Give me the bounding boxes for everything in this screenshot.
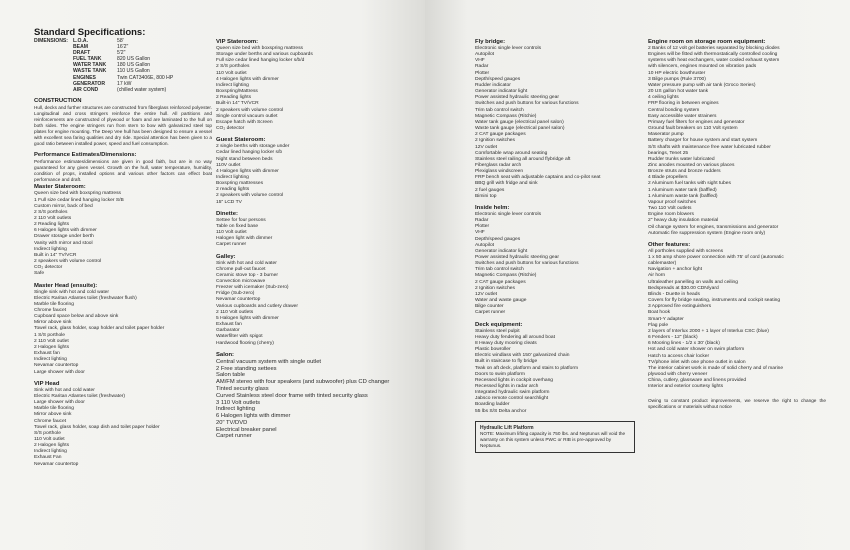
- spec-item: Hatch to access chair locker: [648, 353, 710, 359]
- spec-item: Exhaust fan: [34, 351, 60, 357]
- spec-item: Boat hook: [648, 310, 671, 316]
- section-title-salon: Salon:: [216, 351, 234, 358]
- spec-item: Central vacuum system with single outlet: [216, 358, 322, 365]
- dimensions-table: [73, 38, 212, 93]
- spec-item: systems with heat exchangers, water cooled exhaust system: [648, 58, 780, 64]
- section-title-master-stateroom: Master Stateroom:: [34, 184, 86, 191]
- spec-item: 110 Volt outlet: [216, 70, 247, 76]
- hydraulic-lift-note: NOTE: Maximum lifting capacity is 750 lbs. and Neptunus will void the warranty on this system unless PWC or RIB is pre-approved by Neptunus.: [480, 430, 626, 448]
- section-title-galley: Galley:: [216, 253, 236, 260]
- spec-item: Zinc anodes mounted on various places: [648, 162, 735, 168]
- spec-item: Central bonding system: [648, 107, 700, 113]
- spec-item: Boxspring mattresses: [216, 181, 264, 187]
- spec-item: 3 Approved fire extinguishers: [648, 304, 712, 310]
- section-title-other-features: Other features:: [648, 241, 691, 248]
- spec-item: with silencers, engines mounted on vibration pads: [648, 64, 757, 70]
- spec-item: Radar: [475, 64, 489, 70]
- spec-item: Switches and push buttons for various functions: [475, 101, 579, 107]
- spec-item: S/S porthole: [34, 430, 61, 436]
- spec-item: Indirect lighting: [216, 174, 249, 180]
- dimensions-block: [34, 38, 212, 93]
- spec-item: 20" TV/DVD: [216, 419, 248, 426]
- spec-item: 2 110 Volt outlets: [34, 215, 72, 221]
- spec-item: Two 110 Volt outlets: [648, 206, 692, 212]
- dimension-value: 820 US Gallon: [117, 56, 151, 63]
- spec-item: 110 Volt outlet: [34, 436, 65, 442]
- spec-item: Maserator pump: [648, 132, 684, 138]
- spec-item: 2 Aluminum fuel tanks with sight tubes: [648, 181, 731, 187]
- spec-item: 3 110 Volt outlets: [216, 399, 261, 406]
- spec-item: 2 Halogen lights: [34, 443, 70, 449]
- spec-item: Full size cedar lined hanging locker s/b/d: [216, 58, 305, 64]
- spec-item: Carpet runner: [216, 242, 247, 248]
- spec-item: Hot and cold water shower on swim platform: [648, 347, 745, 353]
- spec-item: 2 110 Volt outlets: [216, 309, 254, 315]
- spec-item: Salon table: [216, 372, 246, 379]
- dimension-value: Twin CAT3406E, 800 HP: [117, 74, 174, 81]
- spec-item: Sink with hot and cold water: [216, 260, 277, 266]
- spec-item: Garbarator: [216, 328, 240, 334]
- spec-item: 12V outlet: [475, 291, 498, 297]
- spec-item: Engine room blowers: [648, 212, 694, 218]
- spec-item: Boarding ladder: [475, 402, 510, 408]
- spec-title: Standard Specifications:: [34, 27, 146, 38]
- spec-item: Single control vacuum outlet: [216, 113, 278, 119]
- spec-item: 6 Mooring lines - 1/2 x 30' (black): [648, 341, 720, 347]
- spec-item: Jabsco remote control searchlight: [475, 396, 549, 402]
- spec-item: 2 Free standing settees: [216, 365, 277, 372]
- spec-item: 1 Aluminum waste tank (baffled): [648, 193, 718, 199]
- spec-item: Mirror above sink: [34, 320, 72, 326]
- spec-item: 5 Halogen lights with dimmer: [216, 315, 279, 321]
- dimension-value: 110 US Gallon: [117, 68, 150, 75]
- spec-item: Nevamar countertop: [34, 461, 79, 467]
- spec-item: Exhaust Fan: [34, 455, 62, 461]
- spec-item: 1 x 50 amp shore power connection with 75' of cord (automatic: [648, 255, 784, 260]
- spec-item: Heavy duty fendering all around boat: [475, 334, 555, 340]
- spec-item: 12V outlet: [475, 144, 498, 150]
- spec-item: Electric windlass with 150' galvanized chain: [475, 353, 570, 359]
- spec-item: 6 Halogen lights with dimmer: [34, 228, 97, 234]
- right-page: [425, 0, 850, 550]
- spec-item: 4 Halogen lights with dimmer: [216, 168, 279, 174]
- dimension-key: BEAM: [73, 44, 88, 51]
- spec-item: Comfortable wrap around seating: [475, 150, 548, 156]
- spec-item: Table on fixed base: [216, 223, 259, 229]
- spec-item: TV/phone inlet with one phone outlet in salon: [648, 359, 746, 365]
- spec-item: 10 HP electric bowthruster: [648, 70, 706, 76]
- spec-item: Chrome faucet: [34, 418, 67, 424]
- spec-item: Electric Raritan Atlantes toilet (freshwater flush): [34, 295, 137, 301]
- spec-column-1: [34, 27, 212, 468]
- spec-item: Escape hatch with Screen: [216, 119, 273, 125]
- spec-item: 6 Halogen lights with dimmer: [216, 413, 291, 420]
- dimension-key: DRAFT: [73, 50, 91, 57]
- spec-item: Radar: [475, 218, 489, 224]
- performance-title: Performance Estimates/Dimensions:: [34, 152, 137, 159]
- spec-item: Drawer storage under berth: [34, 234, 94, 240]
- spec-item: Magnetic Compass (Ritchie): [475, 273, 537, 279]
- spec-item: CO₂ detector: [216, 126, 245, 132]
- spec-item: VHF: [475, 230, 485, 236]
- spec-item: Nevamar countertop: [216, 297, 261, 303]
- spec-item: Doors to swim platform: [475, 371, 526, 377]
- spec-item: Chrome pull-out faucet: [216, 266, 266, 272]
- spec-item: Water and waste gauge: [475, 298, 527, 304]
- spec-item: All portholes supplied with screens: [648, 248, 724, 254]
- spec-item: Trim tab control switch: [475, 267, 524, 273]
- spec-item: 2 Halogen lights: [34, 344, 70, 350]
- spec-item: Indirect lighting: [34, 449, 67, 455]
- col1-sections: [34, 183, 212, 467]
- spec-item: Plotter: [475, 224, 490, 230]
- spec-item: Primary fuel filters for engines and generator: [648, 119, 745, 125]
- spec-item: cablemaster): [648, 261, 677, 267]
- spec-item: Covers for fly bridge seating, instruments and cockpit seating: [648, 298, 781, 304]
- spec-item: Bimini top: [475, 193, 497, 199]
- spec-item: Recessed lights in cockpit overhang: [475, 377, 554, 383]
- spec-item: 4 Blade propellers: [648, 175, 688, 181]
- spec-item: Large shower with door: [34, 369, 85, 375]
- hydraulic-lift-box: [475, 421, 635, 453]
- hydraulic-lift-title: Hydraulic Lift Platform: [480, 424, 534, 431]
- spec-item: 4 Halogen lights with dimmer: [216, 76, 279, 82]
- spec-item: 6 Fenders - 12" (black): [648, 335, 698, 341]
- construction-text: Hull, decks and further structures are constructed from fiberglass reinforced polyester. Longitudinal and cross stringers reinforce the entire hull. All partitions and reinforcements are constructed of plywood or foam and are laminated to the hull on both sides. The engine stringers run from stern to bow with galvanized steel top plates for engine mounting. The Deep Vee hull has been designed to ensure a vessel with excellent sea faring qualities and dry ride. Special attention has been given to a good ratio between installed power, speed and fuel consumption.: [34, 104, 212, 147]
- spec-item: Electric Raritan Atlantes toilet (freshwater): [34, 393, 126, 399]
- dimension-key: AIR COND: [73, 86, 99, 93]
- spec-item: Various cupboards and cutlery drawer: [216, 303, 299, 309]
- construction-title: CONSTRUCTION: [34, 97, 82, 104]
- spec-item: Navigation + anchor light: [648, 267, 702, 273]
- spec-item: Automatic fire suppression system (Engine room only): [648, 230, 766, 236]
- spec-item: Indirect lighting: [34, 357, 67, 363]
- spec-item: Water pressure pump with air tank (Groco Series): [648, 82, 756, 88]
- spec-item: Built in staircase to fly bridge: [475, 359, 538, 365]
- dimension-value: 16'2": [117, 44, 129, 51]
- spec-item: 4 ceiling lights: [648, 95, 679, 101]
- spec-item: 2 Reading lights: [34, 222, 70, 228]
- dimension-value: (chilled water system): [117, 86, 167, 93]
- spec-item: 2 CAT gauge packages: [475, 132, 526, 138]
- dimension-value: 180 US Gallon: [117, 62, 151, 69]
- spec-column-2: [216, 38, 416, 440]
- section-title-vip-stateroom: VIP Stateroom:: [216, 39, 259, 45]
- spec-item: 55 lbs S/S Delta anchor: [475, 408, 527, 414]
- spec-item: Water tank gauge (electrical panel salon): [475, 119, 564, 125]
- spec-item: Stainless steel railing all around flybridge aft: [475, 156, 571, 162]
- spec-item: 1 S/S porthole: [34, 332, 65, 338]
- section-title-engine-room-on-storage-room-equipment: Engine room on storage room equipment:: [648, 39, 766, 45]
- spec-item: Tinted security glass: [216, 385, 269, 392]
- spec-item: The interior cabinet work is made of solid cherry and of marine: [648, 365, 784, 371]
- section-title-master-head-ensuite: Master Head (ensuite):: [34, 282, 98, 289]
- spec-item: Oil change system for engines, transmissions and generator: [648, 224, 779, 230]
- spec-item: Waterfilter with spigot: [216, 334, 263, 340]
- performance-text: Performance estimates/dimensions are given in good faith, but are in no way guaranteed for any given vessel. Growth on the hull, water temperature, humidity, condition of props, installed options and various other factors can effect boat performance and draft.: [34, 159, 212, 183]
- spec-item: Waste tank gauge (electrical panel salon): [475, 126, 565, 132]
- section-title-vip-head: VIP Head: [34, 380, 60, 387]
- spec-item: Chrome faucet: [34, 308, 67, 314]
- spec-item: 8 Heavy duty mooring cleats: [475, 340, 537, 346]
- spec-item: Teak on aft deck, platform and stairs to platform: [475, 365, 579, 371]
- dimension-key: WASTE TANK: [73, 68, 107, 75]
- spec-item: Custom mirror, back of bed: [34, 203, 93, 209]
- spec-item: Towel rack, glass holder, soap holder and toilet paper holder: [34, 326, 165, 332]
- spec-item: Fiberglass radar arch: [475, 162, 522, 168]
- spec-item: Cupboard space below and above sink: [34, 314, 119, 320]
- dimension-key: ENGINES: [73, 74, 96, 81]
- spec-item: Queen size bed with boxspring mattress: [34, 191, 121, 197]
- spec-item: Interior and exterior courtesy lights: [648, 384, 724, 390]
- spec-item: AM/FM stereo with four speakers (and subwoofer) plus CD changer: [216, 379, 390, 386]
- spec-item: Depth/speed gauges: [475, 236, 521, 242]
- spec-item: plywood with cherry veneer: [648, 371, 708, 377]
- section-title-inside-helm: Inside helm:: [475, 204, 510, 211]
- spec-item: Carpet runner: [216, 433, 252, 440]
- spec-item: S/S shafts with maintenance free water lubricated rubber: [648, 144, 771, 150]
- spec-item: Bedspreads at $30.00 CDN/yard: [648, 285, 719, 291]
- spec-item: Hardwood flooring (cherry): [216, 340, 274, 346]
- section-title-guest-stateroom: Guest Stateroom:: [216, 137, 266, 144]
- spec-item: Indirect lighting: [216, 82, 249, 88]
- spec-item: Generator indicator light: [475, 248, 528, 254]
- spec-item: 15" LCD TV: [216, 199, 242, 205]
- spec-item: 2 speakers with volume control: [216, 193, 284, 199]
- spec-item: Vanity with mirror and stool: [34, 240, 93, 246]
- spec-column-4: [648, 38, 828, 411]
- spec-item: Electrical breaker panel: [216, 426, 277, 433]
- spec-item: Recessed lights in radar arch: [475, 383, 539, 389]
- spec-item: 2 speakers with volume control: [34, 259, 102, 265]
- spec-item: Marble tile flooring: [34, 406, 74, 412]
- spec-column-3: [475, 38, 645, 453]
- spec-item: 2 Banks of 12 volt gel batteries separated by blocking diodes: [648, 46, 780, 51]
- spec-item: Queen size bed with boxspring mattress: [216, 46, 303, 51]
- dimension-key: WATER TANK: [73, 62, 107, 69]
- spec-item: Large shower with door: [34, 400, 85, 406]
- dimension-value: 58': [117, 38, 124, 44]
- spec-item: Convection microwave: [216, 279, 266, 284]
- spec-item: Bilge counter: [475, 304, 504, 310]
- spec-item: 2 layers of Interlux 2000 + 1 layer of Interlux CSC (blue): [648, 328, 769, 334]
- section-title-dinette: Dinette:: [216, 210, 238, 217]
- spec-item: Marble tile flooring: [34, 301, 74, 307]
- dimension-value: 5'2": [117, 50, 126, 57]
- spec-item: China, cutlery, glassware and linens provided: [648, 378, 747, 384]
- spec-item: 2 110 Volt outlet: [34, 338, 69, 344]
- spec-item: Easy accessible water strainers: [648, 113, 717, 119]
- spec-item: Nevamar countertop: [34, 363, 79, 369]
- spec-item: Curved Stainless steel door frame with tinted security glass: [216, 392, 368, 399]
- spec-item: Stainless steel pulpit: [475, 328, 520, 334]
- spec-item: Safe: [34, 271, 45, 277]
- spec-item: Switches and push buttons for various functions: [475, 261, 579, 267]
- spec-item: Mirror above sink: [34, 412, 72, 418]
- spec-item: Night stand between beds: [216, 156, 273, 162]
- spec-item: Boxspring/Mattress: [216, 89, 258, 95]
- spec-item: 2 speakers with volume control: [216, 107, 284, 113]
- spec-item: Plastic bowroller: [475, 347, 511, 353]
- spec-item: Indirect lighting: [34, 246, 67, 252]
- spec-item: Air horn: [648, 273, 666, 279]
- spec-item: CO₂ detector: [34, 265, 63, 271]
- spec-item: Storage under berths and various cupboards: [216, 52, 313, 58]
- spec-item: Sink with hot and cold water: [34, 387, 95, 393]
- spec-item: Generator indicator light: [475, 89, 528, 95]
- spec-item: Power assisted hydraulic steering gear: [475, 255, 559, 260]
- spec-item: VHF: [475, 58, 485, 64]
- spec-item: Trim tab control switch: [475, 107, 524, 113]
- dimension-key: L.O.A.: [73, 38, 88, 44]
- dimensions-label: DIMENSIONS:: [34, 38, 68, 44]
- spec-item: Engines will be fitted with thermostatically controlled cooling: [648, 52, 778, 58]
- spec-item: Plexiglass windscreen: [475, 169, 524, 175]
- spec-item: Depth/speed gauges: [475, 76, 521, 82]
- spec-item: 110 Volt outlet: [216, 230, 247, 236]
- spec-item: Autopilot: [475, 52, 495, 58]
- spec-item: Smart-Y adapter: [648, 316, 684, 322]
- spec-item: Bronze struts and bronze rudders: [648, 169, 721, 175]
- spec-item: 20 US gallon hot water tank: [648, 89, 709, 95]
- spec-item: Built in 14" TV/VCR: [34, 252, 77, 258]
- spec-item: 2 Ignition switches: [475, 138, 515, 144]
- footer-note: Owing to constant product improvements, we reserve the right to change the specifications or materials without notice: [648, 398, 826, 410]
- spec-item: Halogen light with dimmer: [216, 236, 273, 242]
- spec-item: Carpet runner: [475, 310, 506, 316]
- spec-item: Built-in 14" TV/VCR: [216, 101, 259, 107]
- spec-item: Blinds - Duette in heads: [648, 291, 700, 297]
- spec-item: 2 S/S portholes: [216, 64, 250, 70]
- spec-item: 2 single berths with storage under: [216, 144, 290, 150]
- dimension-key: FUEL TANK: [73, 56, 102, 63]
- spec-item: Electronic single lever controls: [475, 46, 542, 51]
- spec-item: BBQ grill with fridge and sink: [475, 181, 538, 187]
- spec-item: Towel rack, glass holder, soap dish and toilet paper holder: [34, 424, 160, 430]
- spec-item: Ultraleather panelling on walls and ceiling: [648, 279, 738, 285]
- spec-item: 2 CAT gauge packages: [475, 279, 526, 285]
- spec-item: bearings, Tenet 25: [648, 150, 689, 156]
- spec-item: Cedar lined hanging locker s/b: [216, 150, 283, 156]
- spec-item: 2 reading lights: [216, 187, 250, 193]
- spec-item: FRP bench seat with adjustable captains and co-pilot seat: [475, 175, 601, 181]
- spec-item: 2 S/S portholes: [34, 209, 68, 215]
- spec-item: Magnetic Compass (Ritchie): [475, 113, 537, 119]
- spec-item: 110V outlet: [216, 162, 241, 168]
- spec-item: Rudder trunks water lubricated: [648, 156, 715, 162]
- section-title-fly-bridge: Fly bridge:: [475, 39, 506, 45]
- spec-item: Vapour proof switches: [648, 199, 697, 205]
- spec-item: Electronic single lever controls: [475, 211, 542, 217]
- spec-item: FRP flooring in between engines: [648, 101, 719, 107]
- spec-item: Ceramic stove top - 3 burner: [216, 272, 278, 278]
- spec-item: Rudder indicator: [475, 82, 511, 88]
- spec-item: Battery charger for house system and start system: [648, 138, 758, 144]
- spec-item: 2 fuel gauges: [475, 187, 505, 193]
- section-title-deck-equipment: Deck equipment:: [475, 321, 523, 328]
- dimension-value: 17 kW: [117, 80, 132, 87]
- spec-item: Indirect lighting: [216, 406, 255, 413]
- spec-item: Single sink with hot and cold water: [34, 289, 110, 295]
- spec-item: 3 Bilge pumps (Rule 3700): [648, 76, 706, 82]
- spec-item: 2" heavy duty insulation material: [648, 218, 719, 224]
- spec-item: Settee for four persons: [216, 217, 266, 223]
- spec-item: Plotter: [475, 70, 490, 76]
- spec-item: Integrated hydraulic swim platform: [475, 390, 550, 396]
- spec-item: Autopilot: [475, 242, 495, 248]
- spec-item: Power assisted hydraulic steering gear: [475, 95, 559, 101]
- spec-item: Exhaust fan: [216, 322, 242, 328]
- spec-item: 1 Aluminum water tank (baffled): [648, 187, 717, 193]
- spec-item: 2 Reading lights: [216, 95, 252, 101]
- spec-item: Freezer with icemaker (Sub-zero): [216, 285, 289, 291]
- spec-item: Flag pole: [648, 322, 669, 328]
- dimension-key: GENERATOR: [73, 80, 106, 87]
- spec-item: 1 Full size cedar lined hanging locker S/B: [34, 197, 124, 203]
- spec-item: 2 Ignition switches: [475, 285, 515, 291]
- spec-item: Ground fault breakers on 110 Volt system: [648, 126, 738, 132]
- spec-item: Fridge (Sub-zero): [216, 291, 255, 297]
